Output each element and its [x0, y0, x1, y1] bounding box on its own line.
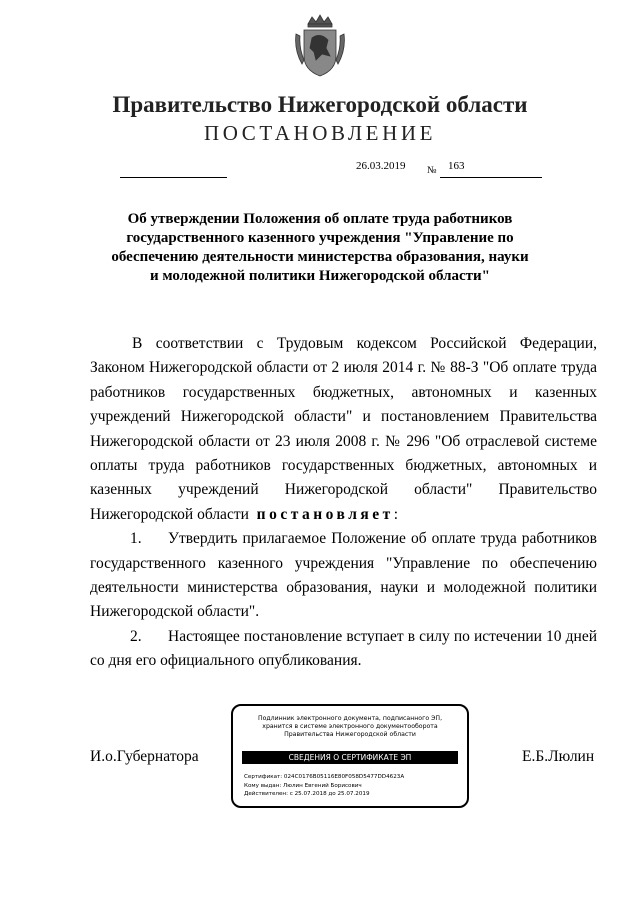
preamble-text: В соответствии с Трудовым кодексом Российской Федерации, Законом Нижегородской области от 2 июля 2014 г. № 88-З "Об оплате труда работников государственных бюджетных, автономных и казенных учреждений Нижегородской области" и постановлением Правительства Нижегородской области от 23 июля 2008 г. № 296 "Об отраслевой системе оплаты труда работников государственных бюджетных, автономных и казенных учреждений Нижегородской области" Правительство Нижегородской области [90, 335, 597, 523]
certificate-owner: Кому выдан: Люлин Евгений Борисович [244, 782, 362, 789]
document-number: 163 [448, 160, 465, 172]
signer-name: Е.Б.Люлин [522, 748, 595, 765]
item-text: Настоящее постановление вступает в силу по истечении 10 дней со дня его официального опубликования. [90, 627, 597, 670]
title-line: и молодежной политики Нижегородской области" [149, 268, 491, 284]
document-date: 26.03.2019 [356, 160, 406, 172]
stamp-header: СВЕДЕНИЯ О СЕРТИФИКАТЕ ЭП [242, 751, 458, 764]
decree-word: постановляет [256, 505, 394, 523]
certificate-validity: Действителен: с 25.07.2018 до 25.07.2019 [244, 791, 370, 797]
stamp-note [233, 715, 467, 739]
number-label: № [427, 165, 437, 176]
stamp-note-line: Подлинник электронного документа, подписанного ЭП, [257, 715, 443, 722]
signer-position: И.о.Губернатора [90, 748, 199, 765]
stamp-note-line: хранится в системе электронного документооборота [262, 723, 438, 730]
document-type: ПОСТАНОВЛЕНИЕ [203, 121, 437, 145]
decree-colon: : [393, 505, 399, 523]
list-item [90, 527, 597, 625]
certificate-id: Сертификат: 024C0176B05116E80F058D5477DD4623A [244, 774, 405, 780]
government-name: Правительство Нижегородской области [112, 92, 528, 117]
number-underline [440, 177, 542, 178]
blank-line [120, 177, 227, 178]
coat-of-arms-icon [294, 14, 346, 78]
list-item [90, 625, 597, 674]
item-number: 1. [130, 530, 142, 548]
electronic-signature-stamp [231, 704, 469, 808]
item-text: Утвердить прилагаемое Положение об оплате труда работников государственного казенного учреждения "Управление по обеспечению деятельности министерства образования, науки и молодежной политики Нижегородской области". [90, 530, 597, 621]
item-number: 2. [130, 627, 142, 645]
document-title [90, 210, 550, 286]
preamble-paragraph [90, 332, 597, 527]
title-line: Об утверждении Положения об оплате труда работников [127, 211, 513, 227]
title-line: обеспечению деятельности министерства образования, науки [111, 249, 529, 265]
title-line: государственного казенного учреждения "Управление по [126, 230, 514, 246]
certificate-info [244, 773, 404, 799]
stamp-note-line: Правительства Нижегородской области [284, 731, 416, 738]
document-body [90, 332, 597, 674]
